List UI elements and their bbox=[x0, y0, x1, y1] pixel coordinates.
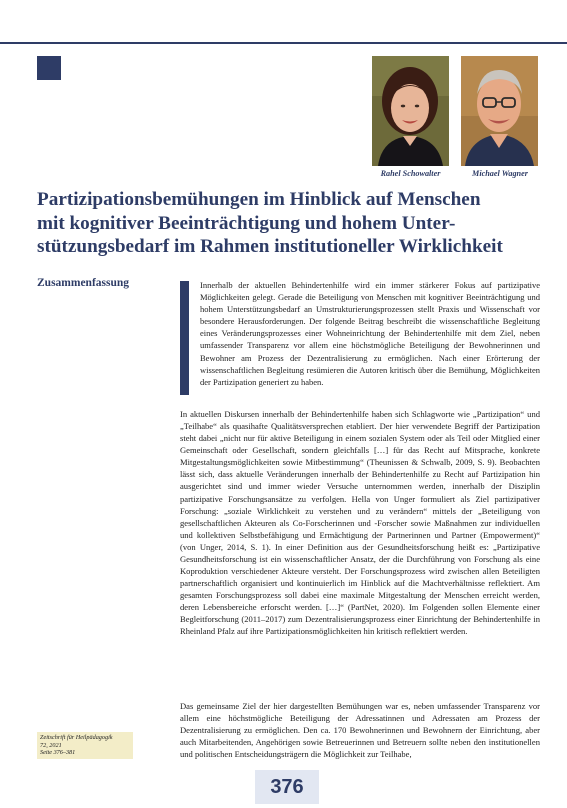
abstract-text: Innerhalb der aktuellen Behindertenhilfe wird ein immer stärkerer Fokus auf partizipative Möglichkeiten gelegt. Gerade die Beteiligung von Menschen mit kognitiver Beeinträchtigung und hohem Unterstützungsbedarf an Umstrukturierungsprozessen stellt Praxis und Wissenschaft vor besondere Herausforderungen. Der folgende Beitrag beschreibt die wissenschaftliche Begleitung eines Veränderungsprozesses einer Wohneinrichtung der Behindertenhilfe mit dem Ziel, neben umfassender Transparenz vor allem eine höchstmögliche Beteiligung der Bewohnerinnen und Bewohner am Prozess der Dezentralisierung zu ermöglichen. Nach einer Erörterung der wissenschaftlichen Begleitung resümieren die Autoren kritisch über die Bemühung, Möglichkeiten der Partizipation generiert zu haben. bbox=[200, 280, 540, 387]
body-paragraph-2: Das gemeinsame Ziel der hier dargestellten Bemühungen war es, neben umfassender Transparenz vor allem eine höchstmögliche Beteiligung der Adressatinnen und Adressaten am Prozess der Dezentralisierung zu ermöglichen. Den ca. 170 Bewohnerinnen und Bewohnern der Einrichtung, aber auch Mitarbeitenden, Angehörigen sowie Betreuerinnen und Betreuern sollte neben den institutionellen und politischen Entscheidungsträgern die Möglichkeit zur Teilhabe, bbox=[180, 701, 540, 760]
body-paragraph-1: In aktuellen Diskursen innerhalb der Behindertenhilfe haben sich Schlagworte wie „Partizipation“ und „Teilhabe“ als quasihafte Qualitätsversprechen etabliert. Der hier verwendete Begriff der Partizipation steht dabei „nicht nur für aktive Beteiligung in einem sozialen System oder als Teil oder Mitglied einer Gemeinschaft oder Gesellschaft, sondern gleichfalls […] für das Recht auf Mitsprache, konkrete Mitgestaltungsmöglichkeiten sowie Mitbestimmung“ (Theunissen & Schwalb, 2009, S. 9). Beobachten lässt sich, dass aktuelle Veränderungen innerhalb der Behindertenhilfe zu Recht auf Partizipation hin ausgerichtet sind und immer wieder Versuche unternommen werden, innerhalb der Disziplin partizipative Forschungsansätze zu verfolgen. Hella von Unger formuliert als Ziel partizipativer Forschung: „soziale Wirklichkeit zu verstehen und zu verändern“ mittels der „Beteiligung von gesellschaftlichen Akteuren als Co-Forscherinnen und -Forscher sowie Maßnahmen zur individuellen und kollektiven Selbstbefähigung und Ermächtigung der Partnerinnen und Partner (Empowerment)“ (von Unger, 2014, S. 1). In einer Definition aus der Gesundheitsforschung heißt es: „Partizipative Gesundheitsforschung ist ein wissenschaftlicher Ansatz, der die Durchführung von Forschung als eine Koproduktion verschiedener Akteure versteht. Der Forschungsprozess wird zwischen allen Beteiligten partnerschaftlich organisiert und kontinuierlich im Hinblick auf die Machtverhältnisse reflektiert. Am gesamten Forschungsprozess soll dabei eine maximale Mitgestaltung der Menschen erreicht werden, deren Lebensbereiche erforscht werden. […]“ (PartNet, 2020). Im Folgenden sollen Elemente einer Begleitforschung (2011–2017) zum Dezentralisierungsprozess einer Einrichtung der Behindertenhilfe in Rheinland Pfalz auf ihre Partizipationsmöglichkeiten hin kritisch reflektiert werden. bbox=[180, 409, 540, 637]
page-number: 376 bbox=[255, 770, 319, 804]
journal-pages: Seite 376–381 bbox=[40, 749, 76, 757]
journal-citation-box bbox=[37, 732, 133, 759]
header-rule bbox=[0, 42, 567, 44]
title-line-3: stützungsbedarf im Rahmen institutioneller Wirklichkeit bbox=[37, 236, 503, 257]
author-photo-michael-wagner bbox=[461, 56, 538, 166]
author-photo-rahel-schowalter bbox=[372, 56, 449, 166]
article-title bbox=[37, 188, 547, 259]
section-marker-square bbox=[37, 56, 61, 80]
portrait-man-image bbox=[461, 56, 538, 166]
portrait-woman-image bbox=[372, 56, 449, 166]
title-line-2: mit kognitiver Beeinträchtigung und hohem Unter- bbox=[37, 212, 456, 234]
title-line-1: Partizipationsbemühungen im Hinblick auf Menschen bbox=[37, 189, 481, 210]
author-name-2: Michael Wagner bbox=[472, 169, 528, 178]
abstract-heading: Zusammenfassung bbox=[37, 277, 130, 289]
journal-volume: 72, 2021 bbox=[40, 741, 62, 749]
abstract-accent-bar bbox=[180, 281, 189, 395]
author-name-1: Rahel Schowalter bbox=[380, 169, 441, 178]
journal-name: Zeitschrift für Heilpädagogik bbox=[40, 734, 113, 741]
